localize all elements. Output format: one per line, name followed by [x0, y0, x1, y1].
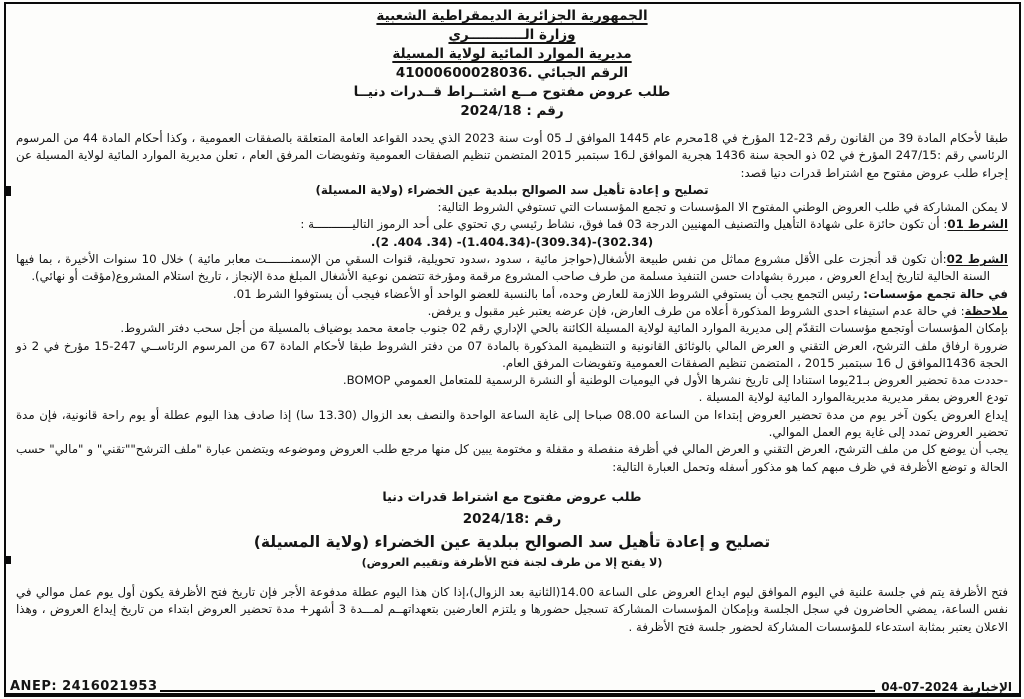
envelopes-paragraph: يجب أن يوضع كل من ملف الترشح، العرض التقني و العرض المالي في أظرفة منفصلة و مقفلة و مختومة يبين كل منها مرجع طلب العروض وموضوعه ويتضمن عبارة "ملف الترشح""تقني" و "مالي" حسب الحالة و توضع الأظرفة في ظرف مبهم كما هو مذكور أسفله وتحمل العبارة التالية:: [16, 442, 1008, 474]
note-line: [16, 303, 1008, 320]
document-footer: [10, 676, 1012, 694]
envelope-open-restriction: (لا يفتح إلا من طرف لجنة فتح الأظرفة وتقييم العروض): [361, 555, 663, 569]
republic-title: الجمهورية الجزائرية الديمقراطية الشعبية: [376, 8, 648, 24]
legal-basis-paragraph: طبقا لأحكام المادة 39 من القانون رقم 23-12 المؤرخ في 18محرم عام 1445 الموافق لـ 05 أوت سنة 2023 الذي يحدد القواعد العامة المتعلقة بالصفقات العمومية ، وكذا أحكام المادة 44 من المرسوم الرئاسي رقم :247/15 المؤرخ في 02 ذو الحجة سنة 1436 هجرية الموافق لـ16 سبتمبر 2015 المتضمن تنظيم الصفقات العمومية وتفويضات المرفق العام ، تعلن مديرية الموارد المائية لولاية المسيلة عن إجراء طلب عروض مفتوح مع اشتراط قدرات دنيا قصد:: [16, 131, 1009, 180]
deposit-time-paragraph: إيداع العروض يكون آخر يوم من مدة تحضير العروض إبتداءا من الساعة 08.00 صباحا إلى غاية الساعة الواحدة والنصف بعد الزوال (13.30 سا) إذا صادف هذا اليوم عطلة أو يوم راحة قانونية، فإن مدة تحضير العروض تمدد إلى غاية يوم العمل الموالي.: [16, 407, 1009, 440]
grouping-rule-text: رئيس التجمع يجب أن يستوفي الشروط اللازمة للعارض وحده، أما بالنسبة للعضو الواحد أو الأعضاء فيجب أن يستوفوا الشرط 01.: [232, 286, 864, 301]
notice-number: رقم : 2024/18: [460, 103, 564, 119]
eligibility-line: لا يمكن المشاركة في طلب العروض الوطني المفتوح الا المؤسسات و تجمع المؤسسات التي تستوفي الشروط التالية:: [437, 200, 1008, 215]
closing-section: [16, 584, 1008, 636]
anep-reference: ANEP: 2416021953: [10, 679, 158, 694]
grouping-rule-label: في حالة تجمع مؤسسات:: [863, 286, 1008, 301]
documents-paragraph: ضرورة ارفاق ملف الترشح، العرض التقني و العرض المالي بالوثائق القانونية و التنظيمية المذكورة بالمادة 07 من دفتر الشروط طبقا لأحكام المادة 67 من المرسوم الرئاســي 247-15 مؤرخ في 2 ذو الحجة 1436الموافق ل 16 سبتمبر 2015 ، المتضمن تنظيم الصفقات العمومية وتفويضات المرفق العام.: [16, 338, 1009, 370]
condition-2-text: :أن تكون قد أنجزت على الأقل مشروع مماثل من نفس طبيعة الأشغال(حواجز مائية ، سدود ،سدود تحويلية، قنوات السقي من الإسمنـــــــت معابر مائية ) خلال 10 سنوات الأخيرة ، بما فيها السنة الحالية لتاريخ إيداع العروض ، مبررة بشهادات حسن التنفيذ مسلمة من طرف صاحب المشروع مرقمة ومؤرخة تتضمن نوعية الأشغال المبلغ مدة الإنجاز ، تاريخ استلام المشروع(مؤقت أو نهائي).: [16, 252, 990, 284]
envelope-notice-number: رقم :2024/18: [462, 510, 562, 527]
scan-artifact: [4, 186, 11, 196]
envelope-project-title: تصليح و إعادة تأهيل سد الصوالح ببلدية عين الخضراء (ولاية المسيلة): [253, 532, 771, 551]
condition-1-text: : أن تكون حائزة على شهادة التأهيل والتصنيف المهنيين الدرجة 03 فما فوق، نشاط رئيسي ري تحتوي على أحد الرموز التاليـــــــــــة :: [300, 217, 948, 232]
withdraw-paragraph: بإمكان المؤسسات أوتجمع مؤسسات التقدّم إلى مديرية الموارد المائية لولاية المسيلة الكائنة بالحي الإداري رقم 02 جنوب جامعة محمد بوضياف بالمسيلة من أجل سحب دفتر الشروط.: [120, 321, 1008, 336]
envelope-label-block: [16, 486, 1008, 572]
project-title: تصليح و إعادة تأهيل سد الصوالح ببلدية عين الخضراء (ولاية المسيلة): [315, 182, 709, 197]
document-header: [16, 7, 1008, 121]
condition-2: [16, 251, 1008, 286]
document-content: [16, 7, 1008, 691]
publication-date: 2024-07-04: [881, 680, 959, 694]
condition-2-label: الشرط 02: [946, 252, 1008, 267]
journal-name: الإخبارية: [962, 680, 1012, 694]
condition-1-label: الشرط 01: [947, 217, 1008, 232]
preparation-period-line: -حددت مدة تحضير العروض بـ21يوما استنادا إلى تاريخ نشرها الأول في اليوميات الوطنية أو النشرة الرسمية للمتعامل العمومي BOMOP.: [342, 373, 1008, 388]
publication-info: [881, 680, 1012, 694]
footer-rule: [160, 689, 876, 692]
tax-id: الرقم الجبائي .41000600028036: [395, 65, 629, 81]
condition-1-codes: (302.34)-(309.34)-(1.404.34)- (34. 404. 2).: [370, 234, 654, 249]
directorate-title: مديرية الموارد المائية لولاية المسيلة: [392, 46, 632, 62]
note-text: : في حالة عدم استيفاء احدى الشروط المذكورة أعلاه من طرف العارض، فإن عرضه يعتبر غير مقبول و يرفض.: [427, 303, 965, 318]
opening-session-paragraph: فتح الأظرفة يتم في جلسة علنية في اليوم الموافق ليوم ايداع العروض على الساعة 14.00(الثانية بعد الزوال)،إذا كان هذا اليوم عطلة مدفوعة الأجر فإن تاريخ فتح الأظرفة يكون أول يوم عمل موالي في نفس الساعة، يمضي الحاضرون في سجل الجلسة وبإمكان المؤسسات المشاركة تسجيل حضورها و يلتزم العارضين بتعهداتهــم لمـــدة 3 أشهر+ مدة تحضير العروض ابتداء من تاريخ إيداع العروض ، وهذا الاعلان يعتبر بمثابة استدعاء للمؤسسات المشاركة لحضور جلسة فتح الأظرفة .: [16, 584, 1008, 634]
scan-artifact: [4, 556, 11, 564]
document-body: [16, 130, 1008, 476]
deposit-place-line: تودع العروض بمقر مديرية مديريةالموارد المائية لولاية المسيلة .: [698, 390, 1008, 405]
condition-1: [16, 216, 1008, 233]
envelope-notice-type: طلب عروض مفتوح مع اشتراط قدرات دنيا: [382, 488, 642, 504]
ministry-title: وزارة الــــــــــــري: [448, 27, 576, 43]
grouping-rule: [16, 286, 1008, 303]
note-label: ملاحظة: [964, 303, 1008, 318]
notice-type: طلب عروض مفتوح مــع اشتــراط قــدرات دنيــا: [353, 84, 671, 100]
